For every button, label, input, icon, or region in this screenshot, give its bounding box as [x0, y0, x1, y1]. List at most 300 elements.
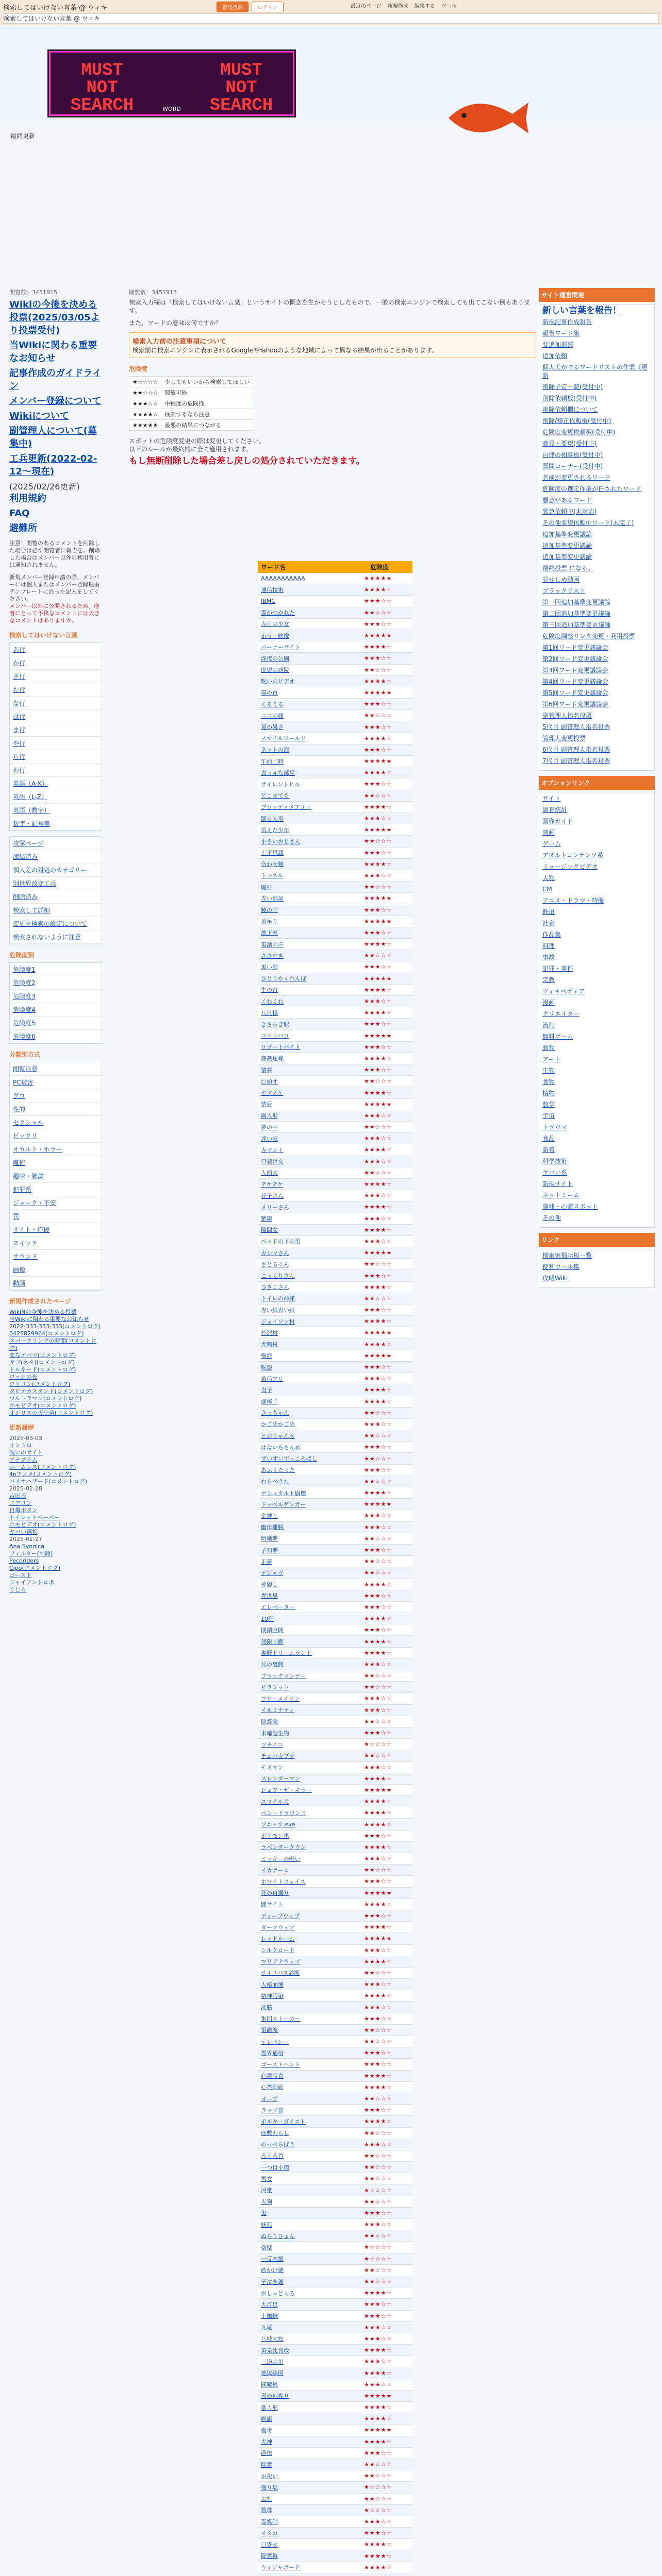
kana-link[interactable]: 英語（数字）	[10, 804, 102, 817]
word-link[interactable]: ソニック.exe	[261, 1821, 295, 1828]
external-link[interactable]: 便利ツール集	[542, 1263, 580, 1270]
rank-link[interactable]: 危険度2	[10, 976, 102, 990]
admin-link[interactable]	[542, 723, 651, 731]
option-link[interactable]: 社会	[542, 920, 555, 927]
admin-link[interactable]	[542, 745, 651, 754]
word-link[interactable]: ジェフ・ザ・キラー	[261, 1787, 312, 1794]
word-link[interactable]: 渦人形	[261, 1112, 278, 1120]
recent-page-link[interactable]: ホモビデオ(コメントログ)	[9, 1402, 76, 1409]
word-link[interactable]: かごめかごめ	[261, 1421, 295, 1428]
admin-link[interactable]	[542, 485, 651, 493]
word-link[interactable]: 未確認生物	[261, 1730, 289, 1737]
option-link[interactable]: 食品	[542, 1135, 555, 1142]
kana-link[interactable]: た行	[10, 683, 102, 697]
word-link[interactable]: ラベンダータウン	[261, 1844, 306, 1851]
word-link[interactable]: お札	[261, 2496, 272, 2503]
word-link[interactable]: 夢の中	[261, 1124, 278, 1131]
word-link[interactable]: 地獄絵図	[261, 2370, 284, 2377]
menu-recent[interactable]: 最近のページ	[351, 4, 382, 9]
word-link[interactable]: 丑の刻参り	[261, 2393, 289, 2400]
word-link[interactable]: ウィジャボード	[261, 2564, 301, 2571]
word-link[interactable]: 裏野ドリームランド	[261, 1650, 312, 1657]
word-link[interactable]: 花子さん	[261, 1192, 284, 1199]
word-link[interactable]: 闇サイト	[261, 1901, 284, 1908]
admin-link[interactable]	[542, 666, 651, 674]
word-link[interactable]: イタコ	[261, 2530, 278, 2537]
word-link[interactable]: フリーメイソン	[261, 1695, 300, 1702]
external-link[interactable]: 検索家掲示板一覧	[542, 1252, 592, 1259]
external-link[interactable]: 攻略Wiki	[542, 1275, 568, 1282]
admin-link[interactable]	[542, 598, 651, 606]
word-link[interactable]: 紫鏡	[261, 1215, 272, 1223]
word-link[interactable]: 牛の首	[261, 987, 278, 994]
word-link[interactable]: ひきこさん	[261, 1284, 289, 1291]
word-link[interactable]: 神隠し	[261, 1581, 278, 1588]
category-link[interactable]: 性的	[10, 1103, 102, 1116]
word-link[interactable]: 霊界通信	[261, 2049, 284, 2057]
rank-link[interactable]: 危険度1	[10, 963, 102, 976]
word-link[interactable]: ミッキーの呪い	[261, 1855, 301, 1862]
option-link[interactable]: 漫画	[542, 999, 555, 1006]
option-link[interactable]: 新着	[542, 1146, 555, 1154]
recent-page-link[interactable]: トルネード(コメントログ)	[9, 1366, 76, 1373]
kana-link[interactable]: あ行	[10, 643, 102, 656]
admin-link[interactable]	[542, 609, 651, 618]
word-link[interactable]: カシマさん	[261, 1249, 289, 1257]
word-link[interactable]: 姦姦蛇螺	[261, 1055, 284, 1062]
word-link[interactable]: 天狗	[261, 2198, 272, 2206]
word-link[interactable]: 首吊り	[261, 918, 278, 925]
admin-link[interactable]	[542, 711, 651, 720]
site-title[interactable]: 検索してはいけない言葉 @ ウィキ	[3, 4, 108, 12]
word-link[interactable]: 夏の暑さ	[261, 724, 284, 731]
option-link[interactable]: 新規サイト	[542, 1180, 573, 1188]
breadcrumb[interactable]: 最終更新	[10, 132, 36, 140]
nav-about[interactable]: Wikiについて	[9, 411, 69, 421]
word-link[interactable]: 藁人形	[261, 2404, 278, 2411]
history-item[interactable]: 呪いのサイト	[9, 1449, 43, 1456]
word-link[interactable]: ツチノコ	[261, 1741, 283, 1748]
word-link[interactable]: 陰謀論	[261, 1718, 278, 1725]
word-link[interactable]: サイコパス診断	[261, 1970, 300, 1977]
word-link[interactable]: 正夢	[261, 1558, 272, 1565]
word-link[interactable]: 着信アリ	[261, 1375, 284, 1382]
word-link[interactable]: ぬらりひょん	[261, 2232, 295, 2240]
history-item[interactable]: バイオハザード(コメントログ)	[9, 1478, 88, 1485]
kana-link[interactable]: 数字・記号等	[10, 817, 102, 831]
word-link[interactable]: 死の自撮り	[261, 1890, 289, 1897]
word-link[interactable]: 心霊動画	[261, 2084, 284, 2091]
recent-page-link[interactable]: ロッシの夜	[9, 1374, 38, 1380]
word-link[interactable]: レッドルーム	[261, 1935, 295, 1942]
word-link[interactable]: ベン・ドラウンド	[261, 1809, 306, 1817]
category-link[interactable]: 魔術	[10, 1156, 102, 1170]
category-link[interactable]: オカルト・ホラー	[10, 1143, 102, 1156]
category-link[interactable]: グロ	[10, 1089, 102, 1103]
history-item[interactable]: イントロ	[9, 1442, 32, 1449]
option-link[interactable]: ミュージックビデオ	[542, 863, 598, 870]
admin-link[interactable]	[542, 473, 651, 482]
option-link[interactable]: 料理	[542, 942, 555, 950]
word-link[interactable]: どこまでも	[261, 792, 289, 800]
menu-edit[interactable]: 編集する	[414, 4, 435, 9]
word-link[interactable]: スレンダーマン	[261, 1775, 301, 1783]
history-item[interactable]: 吉田氏	[9, 1493, 26, 1499]
word-link[interactable]: 異世界	[261, 1592, 278, 1600]
word-link[interactable]: ネットの海	[261, 747, 289, 754]
word-link[interactable]: 犬鳴村	[261, 1341, 278, 1348]
history-item[interactable]: くじら	[9, 1586, 26, 1593]
category-link[interactable]: サウンド	[10, 1250, 102, 1263]
word-link[interactable]: はないちもんめ	[261, 1444, 301, 1451]
kana-link[interactable]: な行	[10, 697, 102, 710]
category-page-link[interactable]: 凍結済み	[10, 850, 102, 863]
recent-page-link[interactable]: WikiNの今後を決める投票	[9, 1309, 77, 1315]
word-link[interactable]: 猫の首	[261, 689, 278, 697]
kana-link[interactable]: わ行	[10, 764, 102, 777]
word-link[interactable]: イルミナティ	[261, 1707, 295, 1714]
word-link[interactable]: 人面犬	[261, 1170, 278, 1177]
option-link[interactable]: アダルトコンテンツ系	[542, 852, 604, 859]
admin-link[interactable]	[542, 405, 651, 414]
option-link[interactable]: その他	[542, 1214, 561, 1222]
option-link[interactable]: 事故	[542, 954, 555, 961]
word-link[interactable]: オーブ	[261, 2095, 278, 2103]
word-link[interactable]: 霊がつかれた	[261, 609, 295, 617]
option-link[interactable]: アート	[542, 1056, 561, 1063]
history-item[interactable]: Ana Synnica	[9, 1543, 45, 1550]
nav-update[interactable]: 工兵更新(2022-02-12～現在)	[9, 453, 97, 477]
word-link[interactable]: 蠱毒	[261, 2427, 272, 2434]
word-link[interactable]: AAAAAAAAAAA	[261, 575, 305, 582]
word-link[interactable]: 幽体離脱	[261, 1524, 284, 1531]
admin-link[interactable]	[542, 689, 651, 697]
word-link[interactable]: くねくね	[261, 998, 284, 1005]
admin-link[interactable]	[542, 383, 651, 391]
word-link[interactable]: 犬神	[261, 2438, 272, 2446]
word-link[interactable]: 赤い紙青い紙	[261, 1307, 295, 1314]
category-page-link[interactable]: 削除済み	[10, 890, 102, 904]
rank-link[interactable]: 危険度6	[10, 1030, 102, 1043]
word-link[interactable]: デジャヴ	[261, 1569, 284, 1577]
history-item[interactable]: ジャイアントロボ	[9, 1579, 55, 1586]
nav-terms[interactable]: 利用規約	[9, 493, 46, 504]
word-link[interactable]: 合わせ鏡	[261, 861, 284, 868]
word-link[interactable]: ディープウェブ	[261, 1912, 300, 1920]
word-link[interactable]: ゲシュタルト崩壊	[261, 1489, 306, 1497]
admin-link[interactable]	[542, 318, 651, 326]
admin-link[interactable]	[542, 643, 651, 652]
word-link[interactable]: 七不思議	[261, 850, 284, 857]
option-link[interactable]: ヤバい系	[542, 1169, 568, 1176]
word-link[interactable]: 集団ストーカー	[261, 2015, 301, 2023]
word-link[interactable]: 霊媒師	[261, 2518, 278, 2526]
option-link[interactable]: 動物	[542, 1044, 555, 1052]
word-link[interactable]: IBMC	[261, 598, 275, 605]
word-link[interactable]: エレベーター	[261, 1604, 295, 1611]
nav-guideline[interactable]: 記事作成のガイドライン	[9, 368, 102, 392]
nav-shelter[interactable]: 避難所	[9, 523, 37, 534]
word-link[interactable]: 小さいおじさん	[261, 838, 301, 845]
word-link[interactable]: ポケモン黒	[261, 1833, 289, 1840]
word-link[interactable]: 呪詛	[261, 2415, 272, 2422]
word-link[interactable]: 黄泉比良坂	[261, 2347, 289, 2354]
word-link[interactable]: 河童	[261, 2187, 272, 2194]
word-link[interactable]: チュパカブラ	[261, 1752, 295, 1759]
word-link[interactable]: 人格崩壊	[261, 1981, 284, 1988]
word-link[interactable]: 鏡の中	[261, 907, 278, 914]
word-link[interactable]: 盛り塩	[261, 2484, 278, 2491]
word-link[interactable]: 猿夢	[261, 1066, 272, 1074]
word-link[interactable]: 降霊術	[261, 2553, 278, 2560]
admin-link[interactable]	[542, 496, 651, 504]
option-link[interactable]: 廃墟・心霊スポット	[542, 1203, 599, 1210]
kana-link[interactable]: ら行	[10, 750, 102, 764]
word-link[interactable]: 電話の声	[261, 941, 284, 948]
word-link[interactable]: コトリバコ	[261, 1032, 289, 1040]
word-link[interactable]: きさらぎ駅	[261, 1021, 289, 1028]
word-link[interactable]: モスマン	[261, 1764, 284, 1771]
kana-link[interactable]: ま行	[10, 723, 102, 737]
register-button[interactable]: 新規登録	[217, 2, 249, 12]
word-link[interactable]: 八尺様	[261, 1009, 278, 1016]
word-link[interactable]: イカゲーム	[261, 1867, 289, 1874]
history-item[interactable]: エアコン	[9, 1500, 32, 1506]
category-link[interactable]: 犯罪系	[10, 1183, 102, 1196]
word-link[interactable]: 妖狐	[261, 2221, 272, 2228]
option-link[interactable]: 食物	[542, 1078, 555, 1086]
category-page-link[interactable]: 変更を検索の設定について	[10, 917, 102, 930]
word-link[interactable]: 憑依	[261, 2450, 272, 2457]
nav-notice[interactable]: 当Wikiに関わる重要なお知らせ	[9, 340, 97, 364]
option-link[interactable]: 犯罪・事件	[542, 965, 574, 972]
admin-link[interactable]	[542, 632, 651, 640]
word-link[interactable]: スマイル犬	[261, 1798, 289, 1805]
word-link[interactable]: ずいずいずっころばし	[261, 1455, 318, 1463]
word-link[interactable]: 赤マント	[261, 1146, 284, 1154]
word-link[interactable]: ゴーストハント	[261, 2061, 301, 2068]
category-link[interactable]: スイッチ	[10, 1236, 102, 1250]
word-link[interactable]: ダークウェブ	[261, 1924, 295, 1931]
word-link[interactable]: 三途の川	[261, 2358, 284, 2365]
word-link[interactable]: 電磁波	[261, 2027, 278, 2034]
recent-page-link[interactable]: 2022-333-333-333(コメントログ)	[9, 1323, 101, 1330]
login-button[interactable]: ログイン	[252, 2, 284, 12]
word-link[interactable]: 心霊写真	[261, 2073, 284, 2080]
kana-link[interactable]: さ行	[10, 670, 102, 683]
word-link[interactable]: とおりゃんせ	[261, 1432, 295, 1439]
admin-link[interactable]	[542, 734, 651, 742]
option-link[interactable]: 映画	[542, 829, 555, 836]
word-link[interactable]: ろくろ首	[261, 2153, 284, 2160]
history-item[interactable]: Pecoriders	[9, 1557, 39, 1564]
kana-link[interactable]: か行	[10, 656, 102, 670]
word-link[interactable]: 踊る人形	[261, 815, 284, 822]
word-link[interactable]: 大百足	[261, 2301, 278, 2308]
menu-tools[interactable]: ツール	[441, 4, 457, 9]
word-link[interactable]: ブラックマンデー	[261, 1672, 306, 1680]
recent-page-link[interactable]: スパークリングの時間(コメントログ)	[9, 1337, 97, 1351]
recent-page-link[interactable]: ロリコン(コメントログ)	[9, 1381, 71, 1387]
word-link[interactable]: 砂かけ婆	[261, 2267, 284, 2274]
admin-link[interactable]	[542, 417, 651, 425]
admin-link[interactable]	[542, 341, 651, 349]
option-link[interactable]: 調査統計	[542, 806, 568, 814]
recent-page-link[interactable]: 変なオバマ(コメントログ)	[9, 1352, 76, 1359]
word-link[interactable]: 赤い部屋	[261, 895, 284, 902]
option-link[interactable]: CM	[542, 886, 552, 893]
word-link[interactable]: 一反木綿	[261, 2256, 284, 2263]
site-logo[interactable]	[49, 51, 294, 116]
word-link[interactable]: 精神汚染	[261, 1992, 284, 1999]
rank-link[interactable]: 危険度4	[10, 1003, 102, 1016]
word-link[interactable]: スマイルワールド	[261, 735, 306, 742]
category-link[interactable]: ジョーク・不安	[10, 1196, 102, 1210]
recent-page-link[interactable]: 当Wikiに関わる重要なお知らせ	[9, 1316, 89, 1323]
word-link[interactable]: 隙間女	[261, 1227, 278, 1234]
word-link[interactable]: ブラッディメアリー	[261, 804, 311, 811]
word-link[interactable]: 月の裏側	[261, 1661, 284, 1668]
word-link[interactable]: 呪怨	[261, 1364, 272, 1371]
option-link[interactable]: 流行	[542, 1022, 555, 1029]
option-link[interactable]: 鉄道	[542, 908, 555, 916]
word-link[interactable]: あぶくたった	[261, 1467, 295, 1474]
admin-link[interactable]	[542, 655, 651, 663]
word-link[interactable]: テレパシー	[261, 2038, 289, 2045]
word-link[interactable]: 消えた少年	[261, 826, 289, 834]
admin-link[interactable]	[542, 352, 651, 360]
word-link[interactable]: 座敷わらし	[261, 2130, 289, 2137]
option-link[interactable]: 宇宙	[542, 1112, 555, 1120]
word-link[interactable]: 10階	[261, 1615, 274, 1622]
word-link[interactable]: 金縛り	[261, 1512, 278, 1519]
word-link[interactable]: ニコの顔	[261, 712, 284, 719]
admin-link[interactable]	[542, 462, 651, 470]
recent-page-link[interactable]: 0425829964(コメントログ)	[9, 1330, 84, 1337]
admin-link[interactable]	[542, 587, 651, 595]
word-link[interactable]: ひとりかくれんぼ	[261, 975, 306, 982]
option-link[interactable]: トラウマ	[542, 1124, 568, 1131]
word-link[interactable]: 深夜の公園	[261, 655, 289, 662]
admin-link[interactable]	[542, 363, 651, 380]
word-link[interactable]: 伽椰子	[261, 1398, 278, 1405]
admin-link[interactable]	[542, 757, 651, 765]
admin-link[interactable]	[542, 307, 651, 315]
option-link[interactable]: クリエイター	[542, 1010, 580, 1018]
recent-page-link[interactable]: オシリスの天空竜(コメントログ)	[9, 1410, 93, 1416]
word-link[interactable]: 黒い影	[261, 963, 278, 971]
word-link[interactable]: ベッドの下の男	[261, 1238, 301, 1245]
word-link[interactable]: 洗脳	[261, 2004, 272, 2011]
category-page-link[interactable]: 別世界改変工兵	[10, 877, 102, 890]
kana-link[interactable]: 英語（L-Z）	[10, 790, 102, 804]
history-item[interactable]: ホモビデオ(コメントログ)	[9, 1521, 76, 1528]
category-link[interactable]: 閲覧注意	[10, 1062, 102, 1076]
word-link[interactable]: 午前二時	[261, 758, 284, 765]
word-link[interactable]: さとるくん	[261, 1261, 289, 1268]
word-link[interactable]: バーナーサイト	[261, 643, 301, 651]
option-link[interactable]: 数学	[542, 1101, 555, 1108]
word-link[interactable]: 閻魔帳	[261, 2381, 278, 2388]
word-link[interactable]: 巨頭オ	[261, 1078, 278, 1085]
word-link[interactable]: 一つ目小僧	[261, 2164, 289, 2171]
recent-page-link[interactable]: サブ(ネタ)(コメントログ)	[9, 1359, 75, 1366]
category-link[interactable]: 罠	[10, 1210, 102, 1223]
option-link[interactable]: ゲーム	[542, 840, 561, 848]
option-link[interactable]: ウィキペディア	[542, 988, 585, 995]
word-link[interactable]: 赤目の少女	[261, 621, 289, 628]
nav-vote[interactable]: Wikiの今後を決める投票(2025/03/05より投票受付)	[9, 299, 100, 336]
word-link[interactable]: 通信技術	[261, 586, 284, 594]
admin-link[interactable]	[542, 329, 651, 337]
option-link[interactable]: サイト	[542, 795, 561, 802]
history-item[interactable]: ゴースト	[9, 1572, 32, 1579]
admin-link[interactable]	[542, 394, 651, 402]
nav-faq[interactable]: FAQ	[9, 508, 30, 519]
history-item[interactable]: 自爆ボタン	[9, 1507, 38, 1514]
category-link[interactable]: PC被害	[10, 1076, 102, 1089]
kana-link[interactable]: や行	[10, 737, 102, 750]
category-page-link[interactable]: 検索されないように注意	[10, 930, 102, 944]
admin-link[interactable]	[542, 507, 651, 516]
option-link[interactable]: アニメ・ドラマ・特撮	[542, 897, 604, 904]
history-item[interactable]: トイレットペーパー	[9, 1514, 60, 1521]
word-link[interactable]: さっちゃん	[261, 1410, 289, 1417]
word-link[interactable]: ラップ音	[261, 2107, 284, 2114]
word-link[interactable]: 鬼	[261, 2210, 267, 2217]
admin-link[interactable]	[542, 553, 651, 561]
word-link[interactable]: ピラミッド	[261, 1684, 289, 1691]
kana-link[interactable]: は行	[10, 710, 102, 723]
option-link[interactable]: 科学技術	[542, 1158, 568, 1165]
history-item[interactable]: アナグラム	[9, 1456, 38, 1463]
admin-link[interactable]	[542, 700, 651, 708]
word-link[interactable]: 土蜘蛛	[261, 2313, 278, 2320]
history-item[interactable]: フィルター(削除)	[9, 1550, 53, 1557]
history-item[interactable]: ホームレス(コメントログ)	[9, 1464, 76, 1470]
option-link[interactable]: 宗教	[542, 976, 555, 984]
admin-link[interactable]	[542, 519, 651, 527]
option-link[interactable]: 人物	[542, 874, 555, 882]
option-link[interactable]: 画像ガイド	[542, 818, 573, 825]
history-item[interactable]: ヤバい選択	[9, 1529, 38, 1535]
word-link[interactable]: くるくる	[261, 701, 284, 708]
word-link[interactable]: 塗壁	[261, 2244, 272, 2251]
word-link[interactable]: わらべうた	[261, 1478, 289, 1485]
kana-link[interactable]: 英語（A-K）	[10, 777, 102, 790]
word-link[interactable]: お祓い	[261, 2472, 278, 2480]
word-link[interactable]: のっぺらぼう	[261, 2141, 295, 2148]
word-link[interactable]: 禁后	[261, 1101, 272, 1108]
category-page-link[interactable]: 個人差の対処のカテゴリー	[10, 863, 102, 877]
rank-link[interactable]: 危険度3	[10, 990, 102, 1003]
word-link[interactable]: マリアナウェブ	[261, 1958, 301, 1965]
admin-link[interactable]	[542, 541, 651, 550]
category-link[interactable]: セクシャル	[10, 1116, 102, 1129]
category-page-link[interactable]: 攻撃ページ	[10, 837, 102, 850]
word-link[interactable]: 廃墟の病院	[261, 667, 289, 674]
nav-member[interactable]: メンバー登録について	[9, 396, 102, 406]
category-link[interactable]: 動画	[10, 1277, 102, 1290]
option-link[interactable]: 生物	[542, 1067, 555, 1074]
option-link[interactable]: ネットミーム	[542, 1192, 580, 1199]
word-link[interactable]: 杉沢村	[261, 1329, 278, 1336]
word-link[interactable]: テケテケ	[261, 1181, 283, 1188]
word-link[interactable]: ポルターガイスト	[261, 2118, 306, 2125]
word-link[interactable]: 呪いのビデオ	[261, 678, 295, 685]
admin-link[interactable]	[542, 439, 651, 448]
option-link[interactable]: 無料ゲーム	[542, 1033, 574, 1040]
